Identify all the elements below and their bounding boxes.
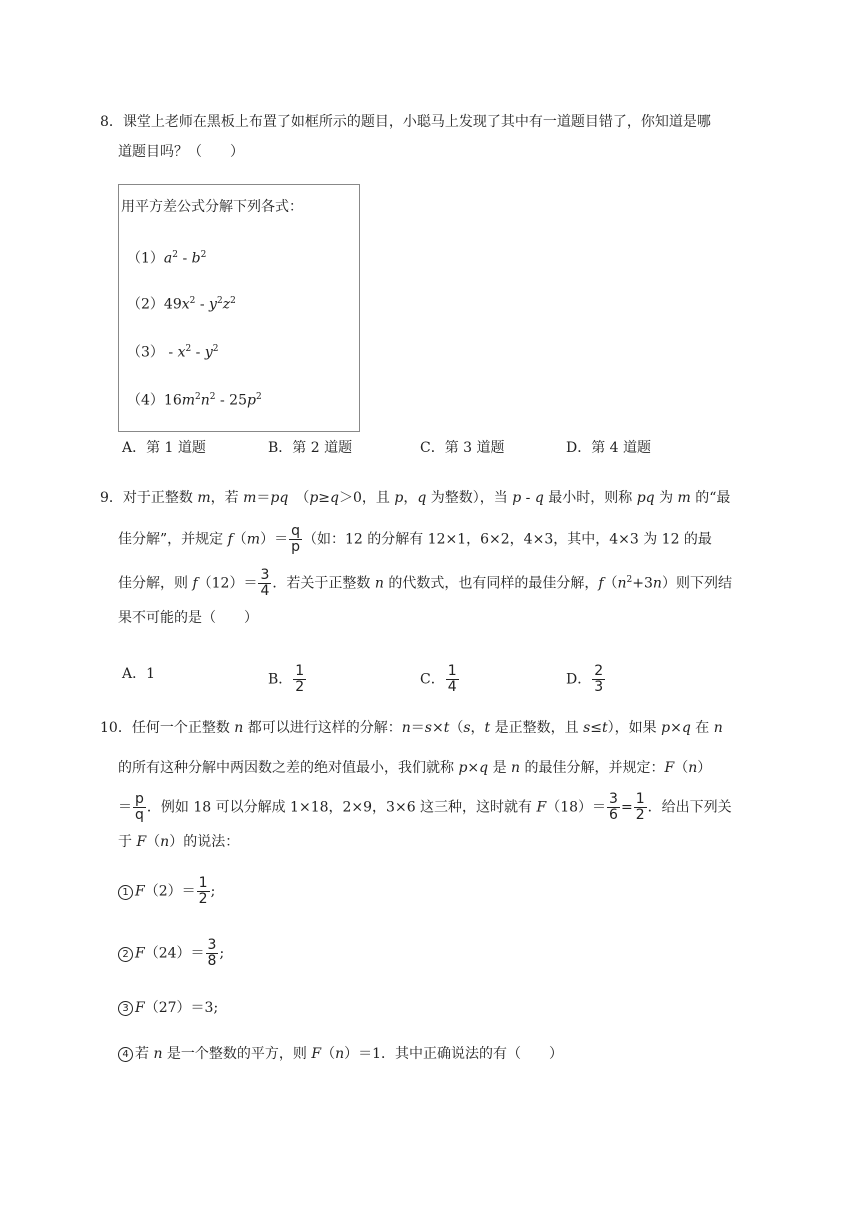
q8-problem-box — [118, 184, 360, 432]
q8-option-b: B．第 2 道题 — [268, 440, 353, 456]
q8-option-c: C．第 3 道题 — [420, 440, 505, 456]
q10-statement-1: 1 F（2）＝ $\frac{1}{2}$ ; — [118, 876, 215, 907]
q10-line4: 于 F（n）的说法： — [118, 834, 240, 850]
q8-number: 8． — [100, 114, 123, 130]
q10-def-fraction: $\frac{p}{q}$ — [135, 791, 144, 823]
q10-number: 10． — [100, 720, 132, 736]
q8-text-1: 课堂上老师在黑板上布置了如框所示的题目，小聪马上发现了其中有一道题目错了，你知道是哪 — [122, 114, 711, 130]
q9-line4: 果不可能的是（ ） — [118, 610, 258, 626]
q9-line1: 9．对于正整数 m，若 m＝pq （p≥q＞0，且 p，q 为整数），当 p - q 最小时，则称 pq 为 m 的“最 — [100, 490, 731, 506]
box-item-2: $(2)49x^2 - y^2z^2$ — [127, 296, 236, 313]
q9-line3: 佳分解，则 f（12）＝ $\frac{3}{4}$ ．若关于正整数 n 的代数式，也有同样的最佳分解，$f(n^2+3n)$则下列结 — [118, 567, 732, 599]
box-item-4: $(4)16m^2n^2 - 25p^2$ — [127, 392, 262, 409]
q10-statement-2: 2 F（24）＝ $\frac{3}{8}$ ; — [118, 938, 224, 969]
q8-option-a: A．第 1 道题 — [122, 440, 206, 456]
q9-option-c: C． $\frac{1}{4}$ — [420, 663, 457, 695]
q9-line2: 佳分解”，并规定 f（m）＝ $\frac{q}{p}$ （如：12 的分解有 12×1，6×2，4×3，其中，4×3 为 12 的最 — [118, 523, 712, 555]
q10-line3: ＝ $\frac{p}{q}$ ．例如 18 可以分解成 1×18，2×9，3×6 这三种，这时就有 F（18）＝ $\frac{3}{6}$ = $\frac{1}{2}$ ．给出下列关 — [118, 791, 732, 823]
q9-option-d: D． $\frac{2}{3}$ — [566, 663, 604, 695]
q10-line2: 的所有这种分解中两因数之差的绝对值最小，我们就称 p×q 是 n 的最佳分解，并规定：F（n） — [118, 760, 712, 776]
q8-option-d: D．第 4 道题 — [566, 440, 652, 456]
q9-option-b: B． $\frac{1}{2}$ — [268, 663, 305, 695]
q9-def-fraction: $\frac{q}{p}$ — [291, 523, 300, 555]
q9-option-a: A．1 — [122, 666, 156, 682]
q10-statement-3: 3 F（27）＝3; — [118, 998, 218, 1018]
q8-line1 — [100, 112, 711, 132]
q10-statement-4: 4 若 n 是一个整数的平方，则 F（n）＝1．其中正确说法的有（ ） — [118, 1044, 563, 1064]
q9-number: 9． — [100, 490, 123, 506]
box-item-3: $(3) - x^2 - y^2$ — [127, 344, 219, 361]
q9-example-fraction: $\frac{3}{4}$ — [260, 567, 270, 599]
box-heading: 用平方差公式分解下列各式： — [121, 199, 303, 215]
q8-line2: 道题目吗？（ ） — [118, 144, 244, 160]
q10-line1: 10．任何一个正整数 n 都可以进行这样的分解：n＝s×t（s，t 是正整数，且 s≤t），如果 p×q 在 n — [100, 720, 723, 736]
box-item-1: $(1)a^2 - b^2$ — [127, 250, 207, 267]
